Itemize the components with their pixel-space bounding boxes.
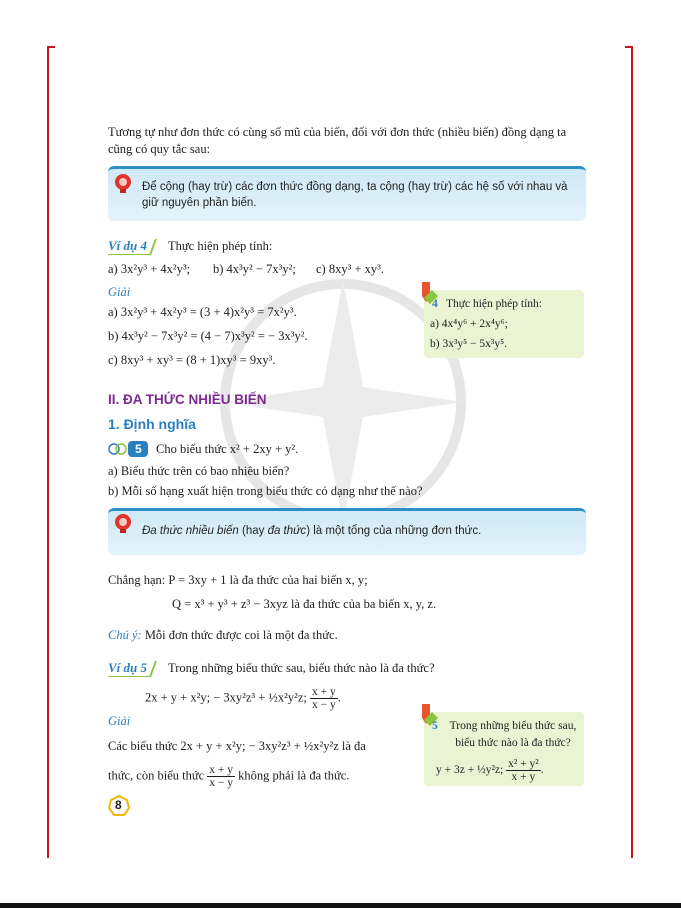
rule-box — [108, 166, 586, 221]
solution-c: c) 8xy³ + xy³ = (8 + 1)xy³ = 9xy³. — [108, 353, 276, 367]
practice-number: 5 — [432, 720, 438, 732]
page-frame-right — [631, 46, 633, 858]
note-label: Chú ý: — [108, 628, 142, 642]
practice-number: 4 — [432, 298, 438, 310]
expression-text: 2x + y + x²y; − 3xy²z³ + ½x²y²z; — [145, 690, 307, 705]
activity-item-a: a) Biểu thức trên có bao nhiêu biến? — [108, 464, 290, 478]
rule-text: Để cộng (hay trừ) các đơn thức đồng dạng, ta cộng (hay trừ) các hệ số với nhau và giữ nguyên phần biến. — [142, 181, 568, 209]
example-item-a: a) 3x²y³ + 4x²y³; — [108, 262, 191, 276]
example-prompt: Trong những biểu thức sau, biểu thức nào là đa thức? — [168, 661, 435, 675]
example-item-c: c) 8xy³ + xy³. — [316, 262, 385, 276]
note — [108, 627, 338, 644]
page-frame-left — [47, 46, 49, 858]
activity-item-b: b) Mỗi số hạng xuất hiện trong biểu thức có dạng như thế nào? — [108, 484, 423, 498]
practice-expression: y + 3z + ½y²z; $\frac{\text{x² + y²}}{x + y}$ . — [436, 758, 544, 783]
subsection-heading: 1. Định nghĩa — [108, 416, 196, 432]
term: Đa thức nhiều biến — [142, 525, 239, 537]
example-line-2: Q = x³ + y³ + z³ − 3xyz là đa thức của ba biến x, y, z. — [172, 597, 437, 611]
example-label: Ví dụ 5 — [108, 660, 151, 677]
definition-mid: (hay — [238, 525, 268, 537]
lightbulb-icon — [112, 173, 134, 195]
definition-end: ) là một tổng của những đơn thức. — [306, 525, 482, 537]
solution-label: Giải — [108, 714, 131, 728]
example-label: Ví dụ 4 — [108, 238, 151, 255]
page-frame-tick — [47, 46, 55, 48]
example-item-b: b) 4x³y² − 7x³y²; — [213, 262, 296, 276]
term-alt: đa thức — [267, 525, 307, 537]
practice-box — [424, 712, 584, 786]
example-prompt: Thực hiện phép tính: — [168, 239, 273, 253]
lightbulb-icon — [112, 513, 134, 535]
example-line-1: Chẳng hạn: P = 3xy + 1 là đa thức của hai biến x, y; — [108, 573, 368, 587]
practice-item-b: b) 3x³y⁵ − 5x³y⁵. — [430, 338, 507, 350]
activity-text: Cho biểu thức x² + 2xy + y². — [156, 442, 299, 456]
pencil-icon — [418, 280, 442, 308]
fraction: $\frac{\text{x² + y²}}{x + y}$ — [508, 758, 539, 783]
pencil-icon — [418, 702, 442, 730]
solution-line-2 — [108, 764, 349, 789]
practice-box — [424, 290, 584, 358]
solution-b: b) 4x³y² − 7x³y² = (4 − 7)x³y² = − 3x³y². — [108, 329, 308, 343]
solution-text: thức, còn biểu thức — [108, 768, 205, 783]
note-text: Mỗi đơn thức được coi là một đa thức. — [141, 628, 338, 642]
page-frame-tick — [625, 46, 633, 48]
intro-paragraph: Tương tự như đơn thức có cùng số mũ của biến, đối với đơn thức (nhiều biến) đồng dạng ta cũng có quy tắc sau: — [108, 125, 567, 156]
solution-a: a) 3x²y³ + 4x²y³ = (3 + 4)x²y³ = 7x²y³. — [108, 305, 297, 319]
fraction: $\frac{x + y}{x - y}$ — [209, 764, 234, 789]
definition-box — [108, 508, 586, 555]
definition-text — [142, 523, 578, 539]
activity-number: 5 — [135, 442, 142, 456]
solution-label: Giải — [108, 285, 131, 299]
section-heading: II. ĐA THỨC NHIỀU BIẾN — [108, 392, 267, 407]
practice-title: Trong những biểu thức sau, biểu thức nào là đa thức? — [449, 720, 577, 749]
example-expression: 2x + y + x²y; − 3xy²z³ + ½x²y²z; $\frac{x + y}{x - y}$ . — [145, 686, 341, 711]
practice-expression-text: y + 3z + ½y²z; — [436, 764, 504, 777]
page-number: 8 — [115, 798, 122, 812]
activity-icon — [108, 440, 152, 458]
practice-item-a: a) 4x⁴y⁶ + 2x⁴y⁶; — [430, 318, 508, 330]
fraction: $\frac{x + y}{x - y}$ — [311, 686, 336, 711]
practice-title: Thực hiện phép tính: — [446, 298, 542, 310]
bottom-edge — [0, 903, 681, 908]
solution-text: không phải là đa thức. — [238, 768, 350, 783]
solution-line-1: Các biểu thức 2x + y + x²y; − 3xy²z³ + ½x²y²z là đa — [108, 739, 366, 753]
